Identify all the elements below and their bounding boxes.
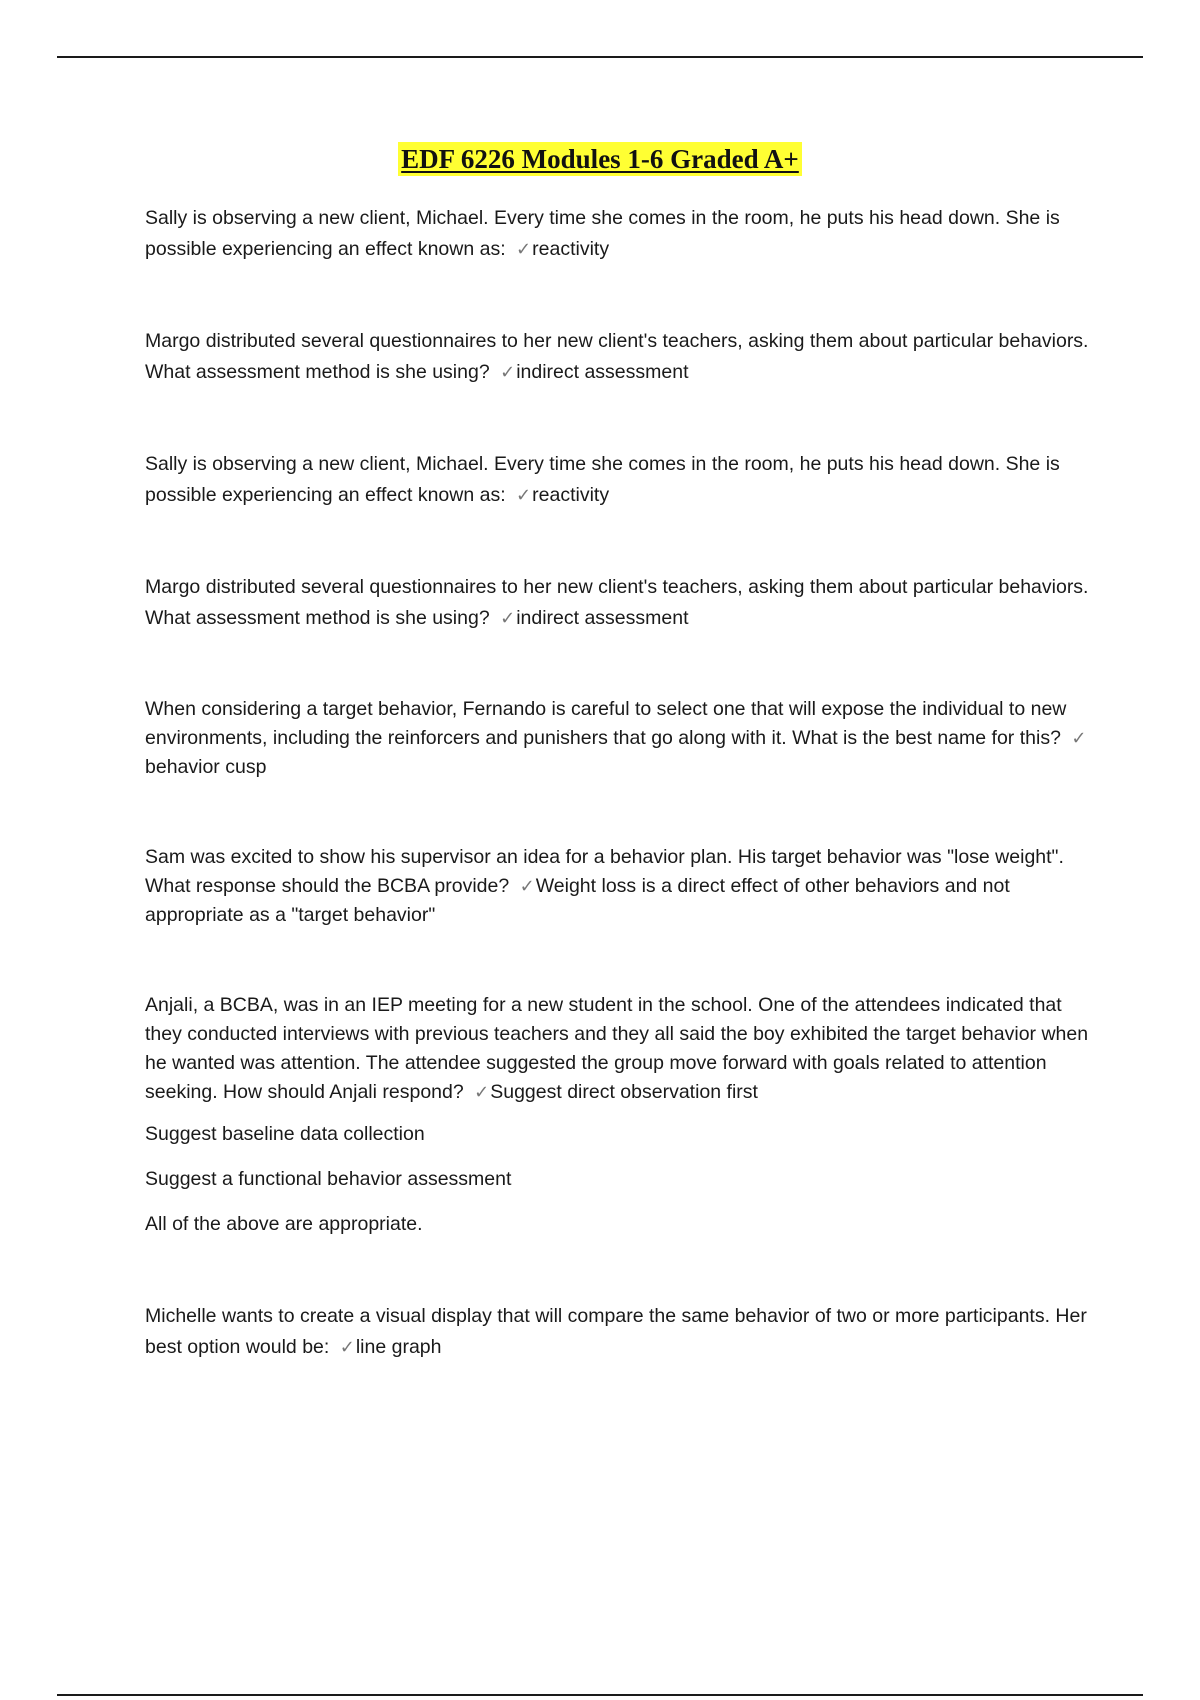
option-item: All of the above are appropriate. bbox=[145, 1213, 423, 1235]
question-text: Anjali, a BCBA, was in an IEP meeting for a new student in the school. One of the attendees indicated that they conducted interviews with previous teachers and they all said the boy exhibited the target behavior when he wanted was attention. The attendee suggested the group move forward with goals related to attention seeking. How should Anjali respond? bbox=[145, 994, 1089, 1103]
answer-text: Weight loss is a direct effect of other behaviors and not appropriate as a "target behavior" bbox=[145, 875, 1010, 926]
qa-item-8 bbox=[145, 1301, 1095, 1363]
title-container bbox=[0, 142, 1200, 176]
answer-text: line graph bbox=[355, 1336, 442, 1358]
answer-text: indirect assessment bbox=[516, 607, 689, 629]
answer-text: behavior cusp bbox=[145, 756, 267, 778]
question-text: Margo distributed several questionnaires to her new client's teachers, asking them about particular behaviors. What assessment method is she using? bbox=[145, 330, 1089, 383]
option-item: Suggest a functional behavior assessment bbox=[145, 1168, 512, 1190]
answer-text: reactivity bbox=[532, 238, 610, 260]
top-rule bbox=[57, 56, 1143, 58]
check-icon: ✓ bbox=[339, 1337, 355, 1358]
qa-item-2 bbox=[145, 326, 1095, 388]
answer-options bbox=[145, 1119, 1095, 1240]
check-icon: ✓ bbox=[500, 362, 516, 383]
question-text: Sally is observing a new client, Michael. Every time she comes in the room, he puts his head down. She is possible experiencing an effect known as: bbox=[145, 453, 1060, 506]
answer-text: indirect assessment bbox=[516, 361, 689, 383]
check-icon: ✓ bbox=[516, 485, 532, 506]
qa-item-5 bbox=[145, 695, 1095, 782]
option-item: Suggest baseline data collection bbox=[145, 1123, 425, 1145]
question-text: When considering a target behavior, Fernando is careful to select one that will expose the individual to new environments, including the reinforcers and punishers that go along with it. What is the best name for this? bbox=[145, 698, 1067, 749]
qa-item-3 bbox=[145, 449, 1095, 511]
check-icon: ✓ bbox=[519, 876, 535, 897]
check-icon: ✓ bbox=[516, 239, 532, 260]
document-title: EDF 6226 Modules 1-6 Graded A+ bbox=[398, 142, 802, 176]
answer-text: reactivity bbox=[532, 484, 610, 506]
question-text: Sally is observing a new client, Michael. Every time she comes in the room, he puts his head down. She is possible experiencing an effect known as: bbox=[145, 207, 1060, 260]
check-icon: ✓ bbox=[474, 1082, 490, 1103]
question-text: Margo distributed several questionnaires to her new client's teachers, asking them about particular behaviors. What assessment method is she using? bbox=[145, 576, 1089, 629]
check-icon: ✓ bbox=[1071, 728, 1087, 749]
qa-item-4 bbox=[145, 572, 1095, 634]
document-body bbox=[145, 203, 1095, 1363]
qa-item-6 bbox=[145, 843, 1095, 930]
qa-item-1 bbox=[145, 203, 1095, 265]
bottom-rule bbox=[57, 1694, 1143, 1696]
qa-item-7 bbox=[145, 991, 1095, 1107]
question-text: Sam was excited to show his supervisor an idea for a behavior plan. His target behavior was "lose weight". What response should the BCBA provide? bbox=[145, 846, 1064, 897]
check-icon: ✓ bbox=[500, 608, 516, 629]
answer-text: Suggest direct observation first bbox=[490, 1081, 758, 1103]
question-text: Michelle wants to create a visual display that will compare the same behavior of two or more participants. Her best option would be: bbox=[145, 1305, 1087, 1358]
